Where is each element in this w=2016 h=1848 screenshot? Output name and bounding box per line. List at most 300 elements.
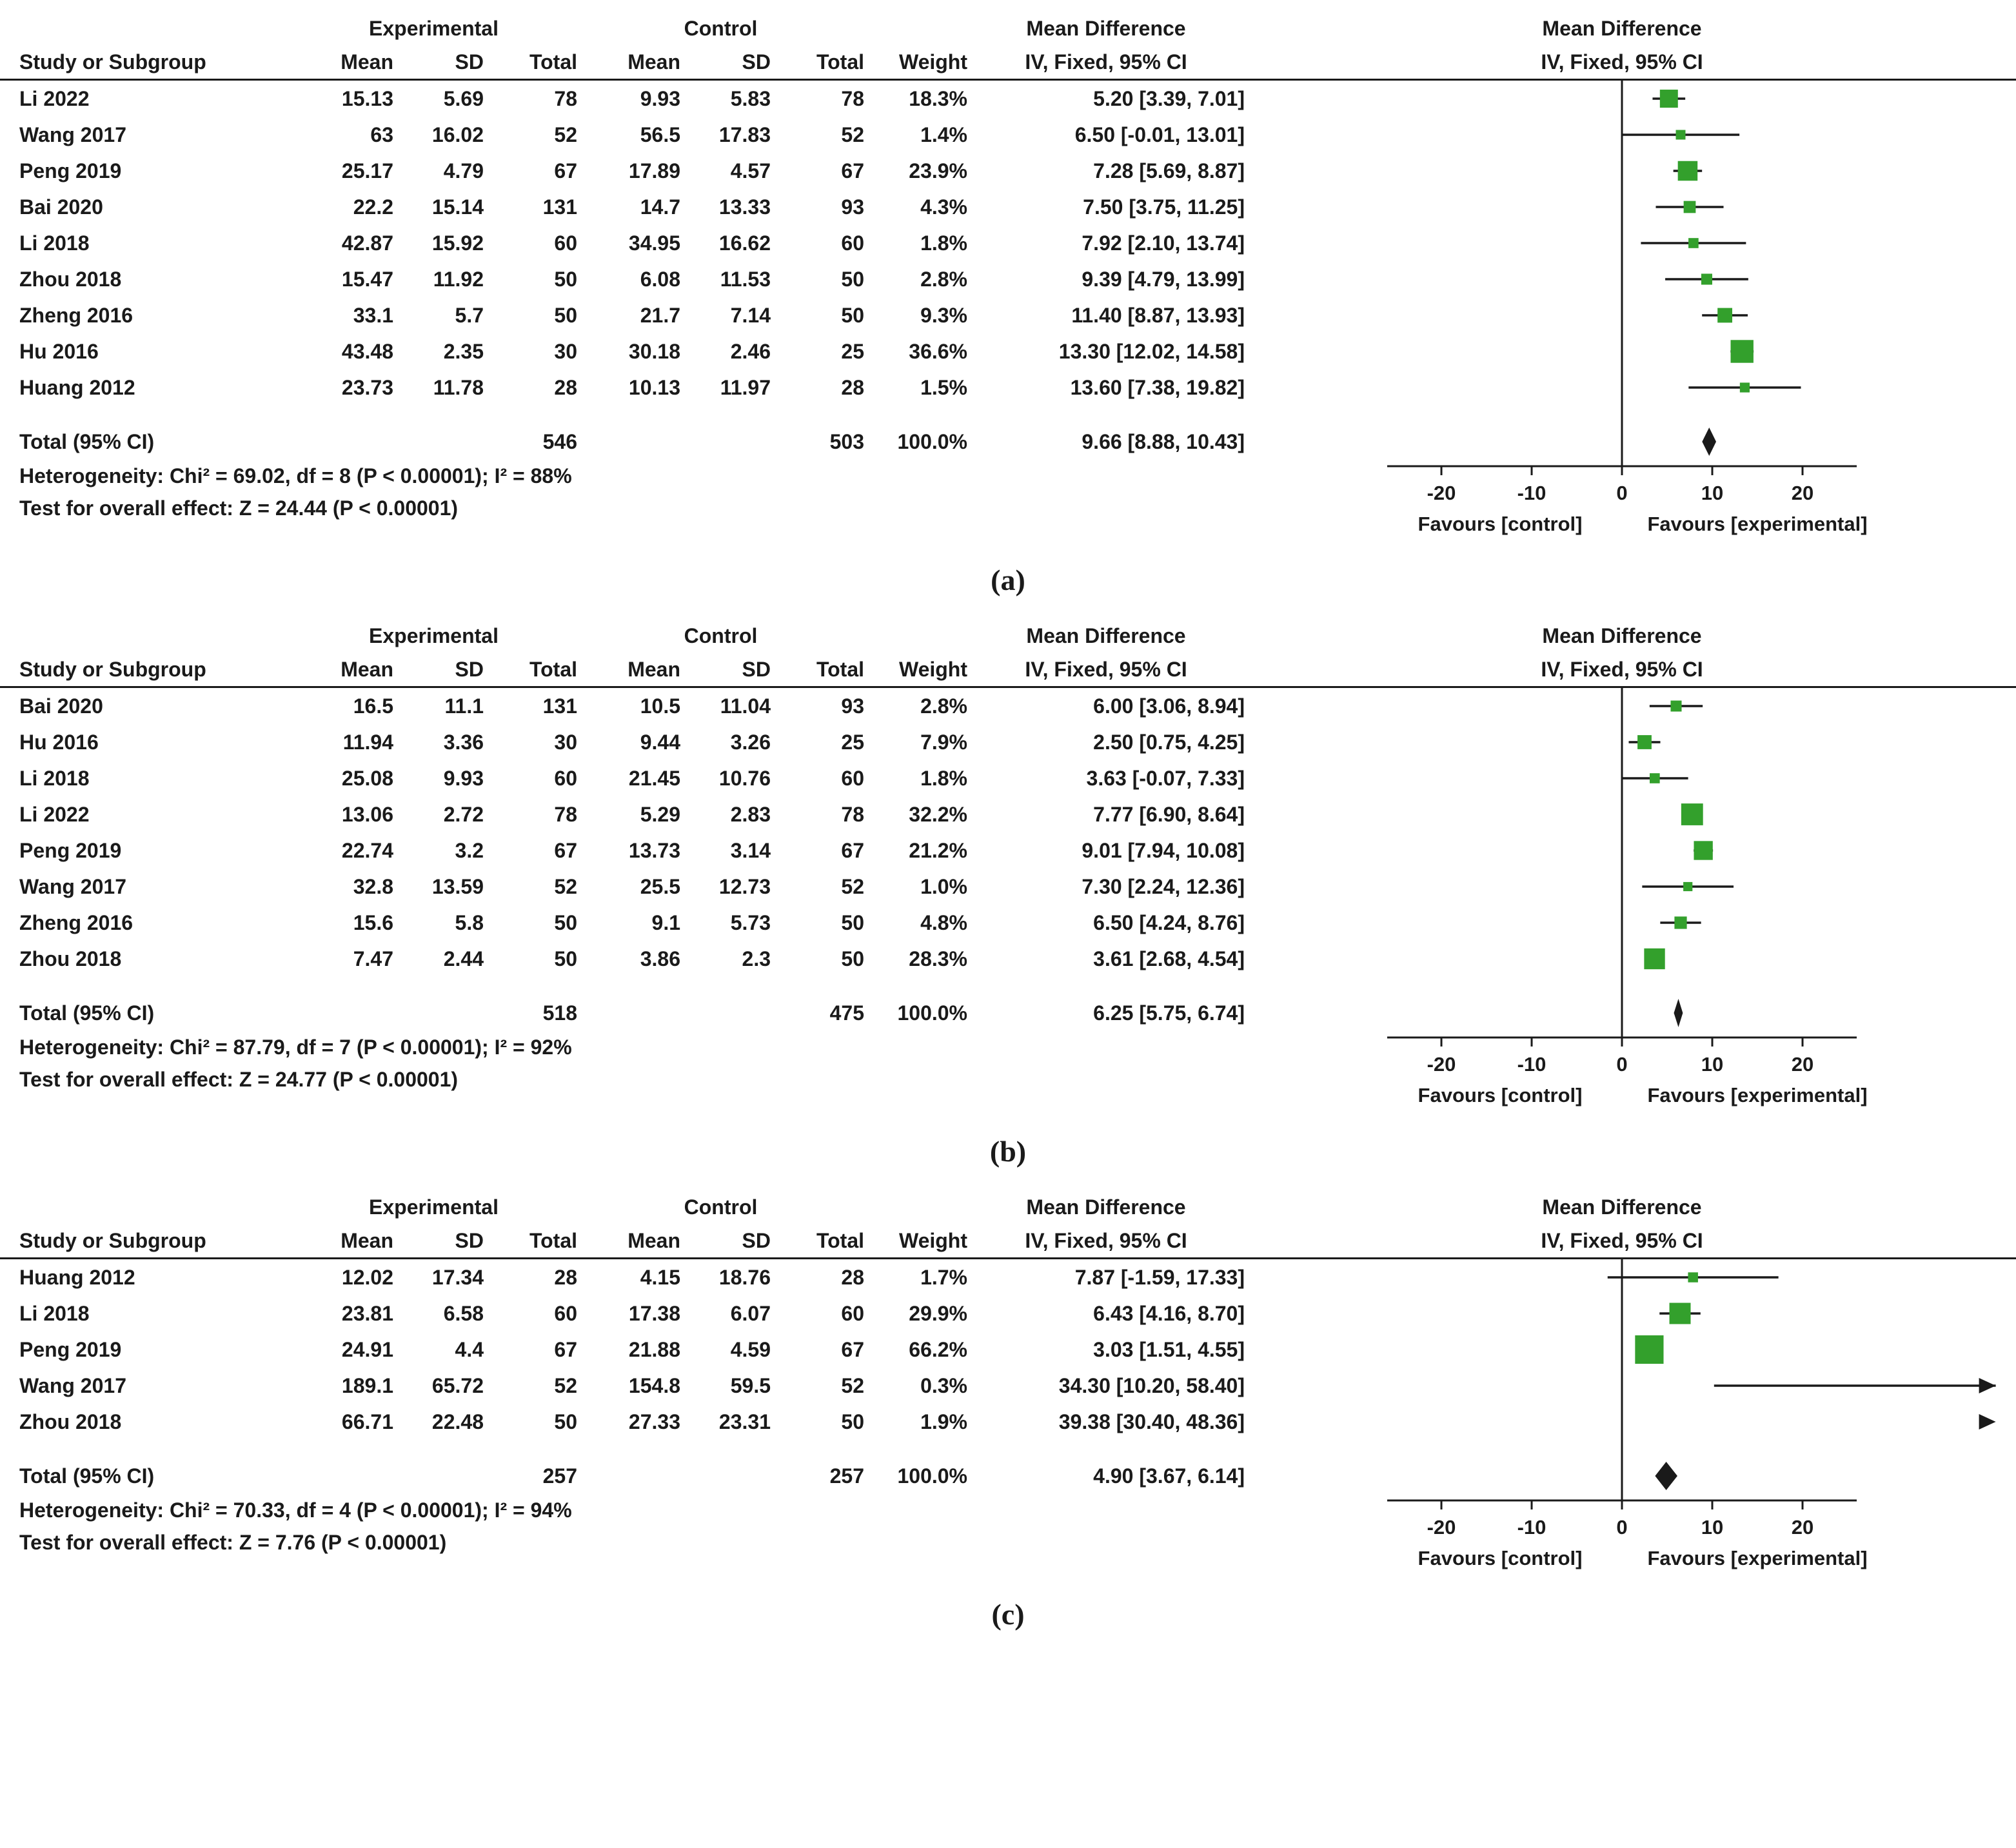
experimental-mean: 24.91 <box>341 1338 393 1361</box>
forest-panel-c <box>0 1190 2016 1584</box>
study-weight: 4.3% <box>920 195 967 219</box>
study-weight: 2.8% <box>920 268 967 291</box>
col-header-ctl-mean: Mean <box>628 50 680 74</box>
control-total: 60 <box>841 231 864 255</box>
control-mean: 14.7 <box>640 195 680 219</box>
effect-square <box>1688 1272 1697 1282</box>
experimental-sd: 2.44 <box>443 947 484 970</box>
total-control-n: 257 <box>829 1464 864 1488</box>
effect-square <box>1717 308 1732 323</box>
study-ci-text: 2.50 [0.75, 4.25] <box>1093 731 1245 754</box>
experimental-sd: 65.72 <box>431 1374 484 1397</box>
control-mean: 6.08 <box>640 268 680 291</box>
overall-effect-text: Test for overall effect: Z = 24.44 (P < 0.00001) <box>19 496 459 520</box>
control-mean: 5.29 <box>640 803 680 826</box>
study-weight: 1.9% <box>920 1410 967 1433</box>
study-name: Wang 2017 <box>19 875 126 898</box>
control-sd: 4.59 <box>730 1338 771 1361</box>
study-name: Zhou 2018 <box>19 268 122 291</box>
heterogeneity-text: Heterogeneity: Chi² = 70.33, df = 4 (P < 0.00001); I² = 94% <box>19 1499 572 1522</box>
study-weight: 9.3% <box>920 304 967 327</box>
experimental-mean: 23.81 <box>341 1302 393 1325</box>
forest-panel-b <box>0 619 2016 1121</box>
study-name: Wang 2017 <box>19 123 126 146</box>
control-mean: 30.18 <box>628 340 680 363</box>
control-total: 93 <box>841 195 864 219</box>
control-sd: 23.31 <box>718 1410 771 1433</box>
study-weight: 21.2% <box>909 839 967 862</box>
control-mean: 13.73 <box>628 839 680 862</box>
study-ci-text: 13.30 [12.02, 14.58] <box>1058 340 1245 363</box>
effect-square <box>1701 273 1712 284</box>
experimental-sd: 17.34 <box>431 1266 484 1289</box>
axis-tick-label: 20 <box>1791 1516 1814 1538</box>
axis-tick-label: -20 <box>1427 482 1456 504</box>
experimental-sd: 16.02 <box>431 123 484 146</box>
total-diamond <box>1655 1462 1677 1490</box>
study-name: Bai 2020 <box>19 195 103 219</box>
axis-tick-label: 10 <box>1701 482 1724 504</box>
experimental-total: 52 <box>554 123 577 146</box>
effect-square <box>1740 382 1750 392</box>
study-ci-text: 13.60 [7.38, 19.82] <box>1070 376 1245 399</box>
experimental-mean: 25.17 <box>341 159 393 182</box>
experimental-sd: 15.92 <box>431 231 484 255</box>
col-header-exp-sd: SD <box>455 658 484 681</box>
axis-tick-label: 10 <box>1701 1516 1724 1538</box>
group-mean-difference-label: Mean Difference <box>1026 1195 1186 1219</box>
control-total: 50 <box>841 911 864 934</box>
col-header-ci: IV, Fixed, 95% CI <box>1025 1229 1187 1252</box>
overall-effect-text: Test for overall effect: Z = 7.76 (P < 0.00001) <box>19 1531 447 1554</box>
experimental-total: 60 <box>554 1302 577 1325</box>
control-mean: 9.44 <box>640 731 680 754</box>
study-ci-text: 9.39 [4.79, 13.99] <box>1082 268 1245 291</box>
control-mean: 21.88 <box>628 1338 680 1361</box>
plot-title: Mean Difference <box>1542 1195 1702 1219</box>
study-ci-text: 9.01 [7.94, 10.08] <box>1082 839 1245 862</box>
experimental-total: 67 <box>554 159 577 182</box>
experimental-total: 50 <box>554 1410 577 1433</box>
total-control-n: 475 <box>829 1001 864 1025</box>
col-header-study: Study or Subgroup <box>19 50 206 74</box>
control-sd: 11.04 <box>720 694 771 718</box>
control-sd: 3.26 <box>730 731 771 754</box>
experimental-sd: 22.48 <box>431 1410 484 1433</box>
experimental-total: 50 <box>554 304 577 327</box>
control-mean: 9.93 <box>640 87 680 110</box>
col-header-ctl-total: Total <box>816 50 864 74</box>
control-total: 28 <box>841 1266 864 1289</box>
panel-caption-b: (b) <box>989 1135 1027 1168</box>
forest-plot-canvas <box>1258 1190 2016 1584</box>
experimental-sd: 15.14 <box>431 195 484 219</box>
control-sd: 7.14 <box>730 304 771 327</box>
experimental-sd: 5.69 <box>443 87 484 110</box>
axis-tick-label: -10 <box>1517 482 1547 504</box>
study-ci-text: 11.40 [8.87, 13.93] <box>1071 304 1245 327</box>
study-weight: 4.8% <box>920 911 967 934</box>
control-total: 60 <box>841 1302 864 1325</box>
control-sd: 18.76 <box>718 1266 771 1289</box>
effect-square <box>1683 882 1692 891</box>
study-name: Peng 2019 <box>19 1338 122 1361</box>
experimental-mean: 11.94 <box>342 731 393 754</box>
study-ci-text: 5.20 [3.39, 7.01] <box>1093 87 1245 110</box>
study-ci-text: 39.38 [30.40, 48.36] <box>1058 1410 1245 1433</box>
group-experimental-label: Experimental <box>369 1195 499 1219</box>
study-weight: 1.8% <box>920 767 967 790</box>
control-sd: 4.57 <box>730 159 771 182</box>
experimental-total: 60 <box>554 231 577 255</box>
study-name: Zheng 2016 <box>19 911 133 934</box>
total-control-n: 503 <box>829 430 864 453</box>
overall-effect-text: Test for overall effect: Z = 24.77 (P < 0.00001) <box>19 1068 459 1091</box>
col-header-ci: IV, Fixed, 95% CI <box>1025 50 1187 74</box>
study-name: Li 2018 <box>19 767 90 790</box>
col-header-exp-sd: SD <box>455 1229 484 1252</box>
study-ci-text: 7.50 [3.75, 11.25] <box>1083 195 1245 219</box>
col-header-exp-mean: Mean <box>341 50 393 74</box>
experimental-sd: 11.92 <box>433 268 484 291</box>
study-weight: 18.3% <box>909 87 967 110</box>
experimental-sd: 4.79 <box>443 159 484 182</box>
favours-right-label: Favours [experimental] <box>1647 1084 1868 1106</box>
control-total: 52 <box>841 123 864 146</box>
col-header-study: Study or Subgroup <box>19 658 206 681</box>
experimental-sd: 2.72 <box>443 803 484 826</box>
axis-tick-label: 0 <box>1616 482 1628 504</box>
panel-caption-c: (c) <box>991 1598 1025 1631</box>
effect-square <box>1660 90 1678 108</box>
axis-tick-label: 0 <box>1616 1516 1628 1538</box>
total-diamond <box>1702 428 1716 456</box>
study-weight: 32.2% <box>909 803 967 826</box>
axis-tick-label: 20 <box>1791 1053 1814 1076</box>
experimental-sd: 6.58 <box>443 1302 484 1325</box>
effect-square <box>1637 735 1652 749</box>
col-header-weight: Weight <box>898 658 967 681</box>
control-mean: 10.5 <box>640 694 680 718</box>
axis-tick-label: 0 <box>1616 1053 1628 1076</box>
study-weight: 29.9% <box>909 1302 967 1325</box>
experimental-sd: 11.78 <box>433 376 484 399</box>
favours-left-label: Favours [control] <box>1418 1547 1583 1569</box>
experimental-sd: 11.1 <box>444 694 484 718</box>
col-header-exp-total: Total <box>529 658 577 681</box>
col-header-exp-sd: SD <box>455 50 484 74</box>
control-sd: 5.83 <box>730 87 771 110</box>
effect-square <box>1678 161 1698 181</box>
experimental-mean: 42.87 <box>341 231 393 255</box>
ci-clipped-arrow-right-icon <box>1979 1378 1996 1393</box>
control-total: 50 <box>841 947 864 970</box>
control-mean: 34.95 <box>628 231 680 255</box>
experimental-mean: 15.13 <box>341 87 393 110</box>
study-weight: 23.9% <box>909 159 967 182</box>
study-weight: 1.5% <box>920 376 967 399</box>
study-name: Wang 2017 <box>19 1374 126 1397</box>
study-name: Li 2018 <box>19 1302 90 1325</box>
col-header-exp-total: Total <box>529 1229 577 1252</box>
control-sd: 6.07 <box>730 1302 771 1325</box>
study-weight: 36.6% <box>909 340 967 363</box>
experimental-mean: 189.1 <box>341 1374 393 1397</box>
total-label: Total (95% CI) <box>19 1001 155 1025</box>
study-ci-text: 7.87 [-1.59, 17.33] <box>1074 1266 1245 1289</box>
total-diamond <box>1674 999 1683 1027</box>
col-header-ctl-total: Total <box>816 1229 864 1252</box>
effect-square <box>1694 841 1712 860</box>
control-sd: 11.97 <box>720 376 771 399</box>
control-sd: 3.14 <box>730 839 771 862</box>
axis-tick-label: -20 <box>1427 1053 1456 1076</box>
heterogeneity-text: Heterogeneity: Chi² = 87.79, df = 7 (P < 0.00001); I² = 92% <box>19 1036 572 1059</box>
study-name: Huang 2012 <box>19 1266 135 1289</box>
study-weight: 1.4% <box>920 123 967 146</box>
control-total: 28 <box>841 376 864 399</box>
plot-subtitle: IV, Fixed, 95% CI <box>1541 1229 1703 1252</box>
control-mean: 21.7 <box>640 304 680 327</box>
ci-clipped-arrow-right-icon <box>1979 1414 1996 1430</box>
forest-plot-canvas <box>1258 12 2016 550</box>
plot-title: Mean Difference <box>1542 624 1702 647</box>
total-experimental-n: 546 <box>542 430 577 453</box>
experimental-sd: 4.4 <box>455 1338 484 1361</box>
control-mean: 27.33 <box>628 1410 680 1433</box>
experimental-total: 30 <box>554 731 577 754</box>
experimental-mean: 13.06 <box>341 803 393 826</box>
plot-subtitle: IV, Fixed, 95% CI <box>1541 658 1703 681</box>
effect-square <box>1674 916 1686 929</box>
study-weight: 1.0% <box>920 875 967 898</box>
experimental-total: 67 <box>554 839 577 862</box>
control-total: 52 <box>841 875 864 898</box>
experimental-total: 28 <box>554 376 577 399</box>
experimental-sd: 2.35 <box>443 340 484 363</box>
effect-square <box>1635 1335 1663 1364</box>
control-total: 25 <box>841 340 864 363</box>
study-weight: 7.9% <box>920 731 967 754</box>
col-header-study: Study or Subgroup <box>19 1229 206 1252</box>
col-header-exp-mean: Mean <box>341 658 393 681</box>
study-ci-text: 7.30 [2.24, 12.36] <box>1082 875 1245 898</box>
total-experimental-n: 257 <box>542 1464 577 1488</box>
control-mean: 4.15 <box>640 1266 680 1289</box>
control-sd: 17.83 <box>718 123 771 146</box>
experimental-mean: 23.73 <box>341 376 393 399</box>
study-ci-text: 34.30 [10.20, 58.40] <box>1058 1374 1245 1397</box>
control-sd: 12.73 <box>718 875 771 898</box>
experimental-mean: 12.02 <box>341 1266 393 1289</box>
experimental-total: 50 <box>554 947 577 970</box>
study-ci-text: 7.92 [2.10, 13.74] <box>1082 231 1245 255</box>
control-total: 93 <box>841 694 864 718</box>
study-ci-text: 3.63 [-0.07, 7.33] <box>1086 767 1245 790</box>
control-total: 50 <box>841 1410 864 1433</box>
control-total: 50 <box>841 304 864 327</box>
favours-left-label: Favours [control] <box>1418 513 1583 535</box>
group-mean-difference-label: Mean Difference <box>1026 624 1186 647</box>
plot-title: Mean Difference <box>1542 17 1702 40</box>
study-name: Li 2018 <box>19 231 90 255</box>
experimental-mean: 22.2 <box>353 195 393 219</box>
study-ci-text: 6.00 [3.06, 8.94] <box>1093 694 1245 718</box>
favours-right-label: Favours [experimental] <box>1647 513 1868 535</box>
experimental-mean: 22.74 <box>341 839 393 862</box>
experimental-total: 67 <box>554 1338 577 1361</box>
panel-caption-a: (a) <box>991 564 1025 596</box>
total-weight: 100.0% <box>897 1464 967 1488</box>
control-total: 52 <box>841 1374 864 1397</box>
study-name: Li 2022 <box>19 803 90 826</box>
control-total: 25 <box>841 731 864 754</box>
study-ci-text: 6.43 [4.16, 8.70] <box>1093 1302 1245 1325</box>
study-ci-text: 3.03 [1.51, 4.55] <box>1093 1338 1245 1361</box>
experimental-sd: 13.59 <box>431 875 484 898</box>
study-name: Peng 2019 <box>19 159 122 182</box>
axis-tick-label: -20 <box>1427 1516 1456 1538</box>
control-mean: 17.38 <box>628 1302 680 1325</box>
total-ci-text: 6.25 [5.75, 6.74] <box>1093 1001 1245 1025</box>
control-mean: 3.86 <box>640 947 680 970</box>
study-name: Peng 2019 <box>19 839 122 862</box>
control-sd: 59.5 <box>730 1374 771 1397</box>
control-mean: 17.89 <box>628 159 680 182</box>
col-header-ctl-total: Total <box>816 658 864 681</box>
effect-square <box>1730 340 1753 362</box>
control-mean: 10.13 <box>628 376 680 399</box>
heterogeneity-text: Heterogeneity: Chi² = 69.02, df = 8 (P < 0.00001); I² = 88% <box>19 464 572 487</box>
experimental-mean: 25.08 <box>341 767 393 790</box>
experimental-total: 131 <box>542 195 577 219</box>
study-name: Bai 2020 <box>19 694 103 718</box>
total-label: Total (95% CI) <box>19 1464 155 1488</box>
effect-square <box>1676 130 1686 140</box>
control-mean: 56.5 <box>640 123 680 146</box>
group-control-label: Control <box>684 17 758 40</box>
axis-tick-label: -10 <box>1517 1053 1547 1076</box>
study-name: Zhou 2018 <box>19 947 122 970</box>
col-header-exp-total: Total <box>529 50 577 74</box>
study-ci-text: 6.50 [-0.01, 13.01] <box>1074 123 1245 146</box>
total-label: Total (95% CI) <box>19 430 155 453</box>
experimental-total: 60 <box>554 767 577 790</box>
control-total: 78 <box>841 803 864 826</box>
study-weight: 1.7% <box>920 1266 967 1289</box>
study-name: Li 2022 <box>19 87 90 110</box>
col-header-ctl-sd: SD <box>742 1229 771 1252</box>
study-name: Huang 2012 <box>19 376 135 399</box>
experimental-sd: 5.7 <box>455 304 484 327</box>
col-header-ctl-sd: SD <box>742 50 771 74</box>
experimental-sd: 3.2 <box>455 839 484 862</box>
study-name: Hu 2016 <box>19 731 99 754</box>
study-ci-text: 7.28 [5.69, 8.87] <box>1093 159 1245 182</box>
col-header-weight: Weight <box>898 1229 967 1252</box>
total-ci-text: 9.66 [8.88, 10.43] <box>1082 430 1245 453</box>
experimental-sd: 9.93 <box>443 767 484 790</box>
study-weight: 2.8% <box>920 694 967 718</box>
experimental-mean: 7.47 <box>353 947 393 970</box>
col-header-exp-mean: Mean <box>341 1229 393 1252</box>
experimental-total: 28 <box>554 1266 577 1289</box>
total-experimental-n: 518 <box>542 1001 577 1025</box>
study-ci-text: 7.77 [6.90, 8.64] <box>1093 803 1245 826</box>
experimental-sd: 3.36 <box>443 731 484 754</box>
study-ci-text: 6.50 [4.24, 8.76] <box>1093 911 1245 934</box>
axis-tick-label: 20 <box>1791 482 1814 504</box>
col-header-ctl-mean: Mean <box>628 1229 680 1252</box>
experimental-total: 50 <box>554 268 577 291</box>
study-name: Zheng 2016 <box>19 304 133 327</box>
experimental-mean: 33.1 <box>353 304 393 327</box>
experimental-mean: 15.47 <box>341 268 393 291</box>
control-total: 50 <box>841 268 864 291</box>
experimental-sd: 5.8 <box>455 911 484 934</box>
study-name: Zhou 2018 <box>19 1410 122 1433</box>
col-header-ctl-sd: SD <box>742 658 771 681</box>
experimental-mean: 43.48 <box>341 340 393 363</box>
experimental-mean: 63 <box>370 123 393 146</box>
axis-tick-label: -10 <box>1517 1516 1547 1538</box>
group-mean-difference-label: Mean Difference <box>1026 17 1186 40</box>
study-weight: 0.3% <box>920 1374 967 1397</box>
effect-square <box>1688 238 1699 248</box>
total-weight: 100.0% <box>897 1001 967 1025</box>
study-ci-text: 3.61 [2.68, 4.54] <box>1093 947 1245 970</box>
group-control-label: Control <box>684 1195 758 1219</box>
control-sd: 10.76 <box>718 767 771 790</box>
study-weight: 66.2% <box>909 1338 967 1361</box>
control-sd: 11.53 <box>720 268 771 291</box>
group-experimental-label: Experimental <box>369 624 499 647</box>
control-mean: 21.45 <box>628 767 680 790</box>
total-ci-text: 4.90 [3.67, 6.14] <box>1093 1464 1245 1488</box>
favours-right-label: Favours [experimental] <box>1647 1547 1868 1569</box>
control-total: 67 <box>841 1338 864 1361</box>
study-name: Hu 2016 <box>19 340 99 363</box>
effect-square <box>1670 1303 1691 1324</box>
control-sd: 2.46 <box>730 340 771 363</box>
col-header-ci: IV, Fixed, 95% CI <box>1025 658 1187 681</box>
experimental-total: 131 <box>542 694 577 718</box>
control-total: 67 <box>841 159 864 182</box>
forest-plot-canvas <box>1258 619 2016 1121</box>
plot-subtitle: IV, Fixed, 95% CI <box>1541 50 1703 74</box>
control-mean: 25.5 <box>640 875 680 898</box>
axis-tick-label: 10 <box>1701 1053 1724 1076</box>
experimental-mean: 16.5 <box>353 694 393 718</box>
control-sd: 2.3 <box>742 947 771 970</box>
favours-left-label: Favours [control] <box>1418 1084 1583 1106</box>
group-control-label: Control <box>684 624 758 647</box>
control-sd: 5.73 <box>730 911 771 934</box>
experimental-total: 52 <box>554 1374 577 1397</box>
control-mean: 154.8 <box>628 1374 680 1397</box>
forest-panel-a <box>0 12 2016 550</box>
total-weight: 100.0% <box>897 430 967 453</box>
control-sd: 2.83 <box>730 803 771 826</box>
control-total: 67 <box>841 839 864 862</box>
effect-square <box>1650 773 1660 783</box>
effect-square <box>1670 700 1681 711</box>
experimental-total: 78 <box>554 803 577 826</box>
study-weight: 1.8% <box>920 231 967 255</box>
experimental-total: 30 <box>554 340 577 363</box>
group-experimental-label: Experimental <box>369 17 499 40</box>
study-weight: 28.3% <box>909 947 967 970</box>
